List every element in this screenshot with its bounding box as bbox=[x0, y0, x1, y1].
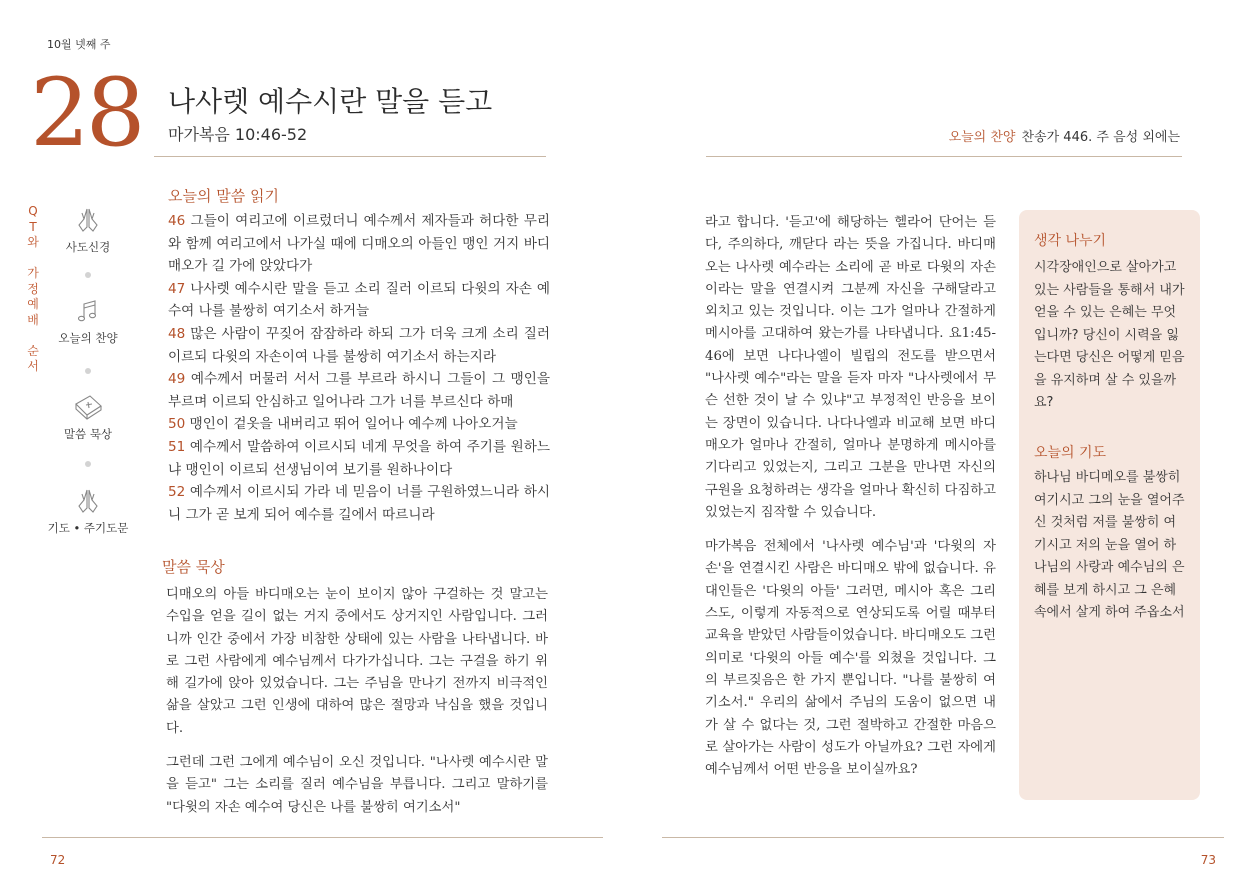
sidebar-item-prayer bbox=[33, 486, 143, 536]
share-heading: 생각 나누기 bbox=[1034, 233, 1107, 249]
prayer-text: 하나님 바디메오를 불쌍히 여기시고 그의 눈을 열어주신 것처럼 저를 불쌍히 여기시고 저의 눈을 열어 하나님의 사랑과 예수님의 은혜를 보게 하시고 그 은혜 속에서 살게 하여 주옵소서 bbox=[1034, 470, 1185, 620]
meditation-left-column bbox=[166, 584, 548, 819]
footer-rule-left bbox=[42, 837, 603, 838]
week-label: 10월 넷째 주 bbox=[47, 38, 111, 51]
sidebar-dot bbox=[85, 461, 91, 467]
sidebar-item-label: 오늘의 찬양 bbox=[58, 331, 118, 345]
page-number-right: 73 bbox=[1200, 853, 1216, 867]
sidebar-dot bbox=[85, 272, 91, 278]
praying-hands-icon bbox=[73, 205, 103, 235]
meditation-paragraph: 디매오의 아들 바디매오는 눈이 보이지 않아 구걸하는 것 말고는 수입을 얻을 길이 없는 거지 중에서도 상거지인 사람입니다. 그러니까 인간 중에서 가장 비참한 상태에 있는 사람을 나타냅니다. 바로 그런 사람에게 예수님께서 다가가십니다. 그는 구걸을 하기 위해 길가에 앉아 있었습니다. 그는 주님을 만나기 전까지 비극적인 삶을 살았고 그런 인생에 대하여 많은 절망과 낙심을 했을 것입니다. bbox=[166, 587, 548, 736]
sidebar-item-label: 말씀 묵상 bbox=[63, 427, 113, 441]
scripture-reference: 마가복음 10:46-52 bbox=[168, 125, 308, 144]
verse: 49 예수께서 머물러 서서 그를 부르라 하시니 그들이 그 맹인을 부르며 이르되 안심하고 일어나라 그가 너를 부르신다 하매 bbox=[168, 371, 550, 410]
footer-rule-right bbox=[662, 837, 1224, 838]
todays-hymn bbox=[949, 126, 1180, 145]
sidebar-item-label: 사도신경 bbox=[65, 240, 111, 254]
verse: 52 예수께서 이르시되 가라 네 믿음이 너를 구원하였느니라 하시니 그가 곧 보게 되어 예수를 길에서 따르니라 bbox=[168, 484, 550, 523]
qt-vertical-label: Q T 와 가 정 예 배 순 서 bbox=[27, 204, 39, 373]
meditation-paragraph: 마가복음 전체에서 '나사렛 예수님'과 '다윗의 자손'을 연결시킨 사람은 바디매오 밖에 없습니다. 유대인들은 '다윗의 아들' 그러면, 메시아 혹은 그리스도, 이렇게 자동적으로 연상되도록 어릴 때부터 교육을 받았던 사람들이었습니다. 바디매오도 그런 의미로 '다윗의 아들 예수'를 외쳤을 것입니다. 그의 부르짖음은 한 가지 뿐입니다. "나를 불쌍히 여기소서." 우리의 삶에서 주님의 도움이 없으면 내가 살 수 없다는 것, 그런 절박하고 간절한 마음으로 살아가는 사람이 성도가 아닐까요? 그런 자에게 예수님께서 어떤 반응을 보이실까요? bbox=[705, 539, 996, 778]
verse: 47 나사렛 예수시란 말을 듣고 소리 질러 이르되 다윗의 자손 예수여 나를 불쌍히 여기소서 하거늘 bbox=[168, 280, 550, 320]
verse: 48 많은 사람이 꾸짖어 잠잠하라 하되 그가 더욱 크게 소리 질러 이르되 다윗의 자손이여 나를 불쌍히 여기소서 하는지라 bbox=[168, 325, 550, 365]
bible-passage bbox=[168, 210, 550, 526]
praying-hands-icon bbox=[73, 486, 103, 516]
hymn-label: 오늘의 찬양 bbox=[948, 130, 1016, 145]
reading-heading: 오늘의 말씀 읽기 bbox=[168, 187, 279, 205]
prayer-heading: 오늘의 기도 bbox=[1034, 445, 1107, 461]
meditation-paragraph: 그런데 그런 그에게 예수님이 오신 것입니다. "나사렛 예수시란 말을 듣고" 그는 소리를 질러 예수님을 부릅니다. 그리고 말하기를 "다윗의 자손 예수여 당신은 나를 불쌍히 여기소서" bbox=[166, 755, 548, 815]
verse: 50 맹인이 겉옷을 내버리고 뛰어 일어나 예수께 나아오거늘 bbox=[168, 416, 518, 433]
bible-book-icon bbox=[72, 392, 104, 422]
header-rule-left bbox=[154, 156, 546, 157]
music-note-icon bbox=[73, 296, 103, 326]
meditation-heading: 말씀 묵상 bbox=[162, 558, 225, 576]
header-rule-right bbox=[706, 156, 1182, 157]
share-text: 시각장애인으로 살아가고 있는 사람들을 통해서 내가 얻을 수 있는 은혜는 무엇입니까? 당신이 시력을 잃는다면 당신은 어떻게 믿음을 유지하며 살 수 있을까요? bbox=[1034, 260, 1185, 410]
sidebar-item-creed bbox=[33, 205, 143, 255]
sidebar-item-meditation bbox=[33, 392, 143, 442]
page-number-left: 72 bbox=[50, 853, 66, 867]
day-number: 28 bbox=[30, 59, 142, 168]
meditation-paragraph: 라고 합니다. '듣고'에 해당하는 헬라어 단어는 듣다, 주의하다, 깨닫다 라는 뜻을 가집니다. 바디매오는 나사렛 예수라는 소리에 곧 바로 다윗의 자손이라는 말을 연결시켜 그분께 자신을 구해달라고 외치고 있는 것입니다. 이는 그가 얼마나 간절하게 메시아를 고대하여 왔는가를 나타냅니다. 요1:45-46에 보면 나다나엘이 빌립의 전도를 받으면서 "나사렛 예수"라는 말을 듣자 마자 "나사렛에서 무슨 선한 것이 날 수 있냐"고 부정적인 반응을 보이는 장면이 있습니다. 나다나엘과 비교해 보면 바디매오가 얼마나 간절히, 얼마나 분명하게 메시아를 기다리고 있었는지, 그리고 그분을 만나면 자신의 구원을 요청하려는 생각을 얼마나 확신히 다짐하고 있었는지 짐작할 수 있습니다. bbox=[705, 215, 996, 520]
hymn-text: 찬송가 446. 주 음성 외에는 bbox=[1021, 130, 1180, 145]
verse: 46 그들이 여리고에 이르렀더니 예수께서 제자들과 허다한 무리와 함께 여리고에서 나가실 때에 디매오의 아들인 맹인 거지 바디매오가 길 가에 앉았다가 bbox=[168, 213, 550, 275]
verse: 51 예수께서 말씀하여 이르시되 네게 무엇을 하여 주기를 원하느냐 맹인이 이르되 선생님이여 보기를 원하나이다 bbox=[168, 438, 550, 478]
sidebar-item-hymn bbox=[33, 296, 143, 346]
page-title: 나사렛 예수시란 말을 듣고 bbox=[168, 85, 493, 118]
sidebar-item-label: 기도 • 주기도문 bbox=[47, 521, 129, 535]
meditation-right-column bbox=[705, 212, 996, 781]
sidebar-dot bbox=[85, 368, 91, 374]
